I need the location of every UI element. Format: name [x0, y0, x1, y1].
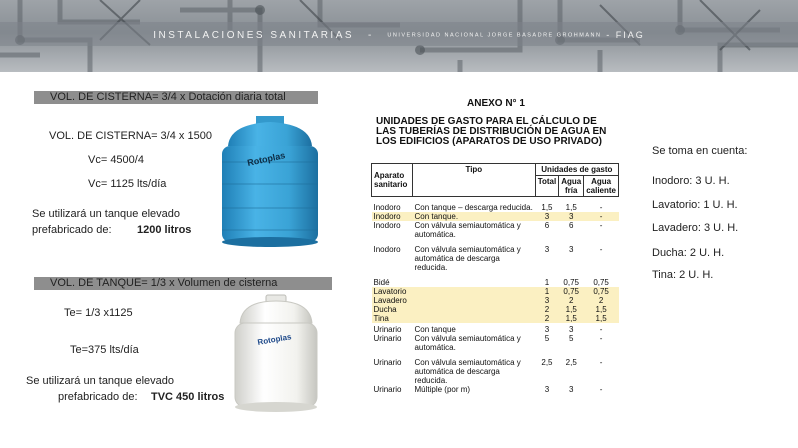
cell-tipo: [412, 296, 535, 305]
cell-tipo: [412, 305, 535, 314]
considerations-title: Se toma en cuenta:: [652, 145, 748, 157]
cell-total: 6: [544, 221, 550, 230]
blue-tank-brand: Rotoplas: [246, 150, 287, 168]
cell-tipo: Con válvula semiautomática y automática de descarga reducida.: [414, 358, 521, 385]
university-name: UNIVERSIDAD NACIONAL JORGE BASADRE GROHMANN: [387, 32, 602, 39]
cell-fria: 1,5: [565, 203, 577, 212]
cisterna-formula-bar: VOL. DE CISTERNA= 3/4 x Dotación diaria total: [34, 91, 318, 104]
course-title: INSTALACIONES SANITARIAS: [153, 30, 355, 41]
cell-caliente: -: [599, 245, 603, 254]
cell-caliente: -: [599, 221, 603, 230]
cell-aparato: Inodoro: [373, 203, 401, 212]
cell-aparato: Urinario: [373, 334, 402, 343]
cell-aparato: Urinario: [373, 358, 402, 367]
cell-aparato: Urinario: [373, 325, 402, 334]
col-total-header: Total: [535, 176, 559, 197]
header-banner: [0, 0, 798, 72]
cell-total: 1: [544, 278, 550, 287]
cell-fria: 3: [568, 325, 574, 334]
cell-fria: 2: [559, 296, 584, 305]
table-row: [372, 352, 619, 385]
col-agua-fria-header: Agua fría: [559, 176, 584, 197]
cell-total: 1,5: [541, 203, 553, 212]
anexo-subtitle: UNIDADES DE GASTO PARA EL CÁLCULO DE LAS TUBERÍAS DE DISTRIBUCIÓN DE AGUA EN LOS EDIFICIOS (APARATOS DE USO PRIVADO): [376, 116, 607, 147]
cell-caliente: 0,75: [593, 278, 609, 287]
consideration-tina: Tina: 2 U. H.: [652, 269, 714, 281]
table-body: [372, 197, 619, 395]
anexo-title: ANEXO N° 1: [467, 98, 525, 109]
cell-tipo: [412, 272, 535, 287]
cell-caliente: -: [599, 334, 603, 343]
cell-aparato: Lavatorio: [372, 287, 413, 296]
cell-tipo: Múltiple (por m): [414, 385, 471, 394]
cell-caliente: 1,5: [584, 305, 619, 314]
tanque-capacity: TVC 450 litros: [151, 391, 225, 403]
cell-aparato: Inodoro: [373, 245, 401, 254]
table-row: [372, 296, 619, 305]
cell-fria: 3: [559, 212, 584, 221]
cell-caliente: 1,5: [584, 314, 619, 323]
cell-caliente: -: [599, 358, 603, 367]
table-row: [372, 334, 619, 352]
table-row: [372, 221, 619, 239]
cisterna-calc-2: Vc= 4500/4: [88, 154, 144, 166]
white-water-tank-image: [230, 293, 322, 415]
cell-total: 2: [535, 314, 559, 323]
consideration-lavatorio: Lavatorio: 1 U. H.: [652, 199, 738, 211]
cell-tipo: Con válvula semiautomática y automática.: [414, 334, 521, 352]
cell-total: 3: [535, 212, 559, 221]
unidades-gasto-table-wrapper: [371, 163, 619, 398]
consideration-lavadero: Lavadero: 3 U. H.: [652, 222, 739, 234]
cell-fria: 5: [568, 334, 574, 343]
cell-caliente: 2: [584, 296, 619, 305]
consideration-inodoro: Inodoro: 3 U. H.: [652, 175, 730, 187]
cell-aparato: Inodoro: [372, 212, 413, 221]
cell-total: 3: [544, 325, 550, 334]
cell-fria: 2,5: [565, 358, 577, 367]
cisterna-note-line-1: Se utilizará un tanque elevado: [32, 208, 180, 220]
tanque-note-line-2: prefabricado de:: [58, 391, 138, 403]
blue-water-tank-image: [216, 112, 324, 250]
cell-fria: 0,75: [559, 287, 584, 296]
banner-title: [0, 30, 798, 41]
cell-aparato: Urinario: [373, 385, 402, 394]
table-row: [372, 197, 619, 213]
col-unidades-header: Unidades de gasto: [535, 164, 618, 176]
white-tank-brand: Rotoplas: [256, 332, 293, 347]
cell-total: 5: [544, 334, 550, 343]
cell-fria: 3: [568, 245, 574, 254]
title-separator: -: [368, 30, 374, 41]
table-row: [372, 239, 619, 272]
cell-fria: 3: [568, 385, 574, 394]
tanque-calc-1: Te= 1/3 x1125: [64, 307, 133, 319]
cisterna-calc-3: Vc= 1125 lts/día: [88, 178, 167, 190]
cell-tipo: Con válvula semiautomática y automática.: [414, 221, 521, 239]
cell-tipo: Con tanque: [414, 325, 456, 334]
cisterna-calc-1: VOL. DE CISTERNA= 3/4 x 1500: [49, 130, 212, 142]
table-row: [372, 314, 619, 323]
cell-total: 2: [535, 305, 559, 314]
cell-aparato: Tina: [372, 314, 413, 323]
cell-total: 3: [544, 385, 550, 394]
unidades-gasto-table: [371, 163, 619, 394]
cell-fria: 0,75: [563, 278, 579, 287]
cell-total: 1: [535, 287, 559, 296]
tanque-calc-2: Te=375 lts/día: [70, 344, 139, 356]
table-row: [372, 272, 619, 287]
tanque-note-line-1: Se utilizará un tanque elevado: [26, 375, 174, 387]
cell-fria: 6: [568, 221, 574, 230]
table-row: [372, 287, 619, 296]
cell-aparato: Bidé: [373, 278, 390, 287]
cisterna-tank-capacity: 1200 litros: [137, 224, 192, 236]
cell-aparato: Ducha: [372, 305, 413, 314]
cell-tipo: Con tanque.: [412, 212, 535, 221]
cell-fria: 1,5: [559, 314, 584, 323]
cell-caliente: -: [599, 203, 603, 212]
cell-total: 3: [535, 296, 559, 305]
col-aparato-header: Aparato sanitario: [372, 164, 413, 197]
cell-tipo: Con válvula semiautomática y automática de descarga reducida.: [414, 245, 521, 272]
table-row: [372, 385, 619, 394]
faculty-name: - FIAG: [606, 30, 645, 40]
cell-total: 3: [544, 245, 550, 254]
cell-aparato: Lavadero: [372, 296, 413, 305]
col-agua-caliente-header: Agua caliente: [584, 176, 619, 197]
table-row: [372, 323, 619, 334]
cell-tipo: [412, 314, 535, 323]
cell-total: 2,5: [541, 358, 553, 367]
table-row: [372, 305, 619, 314]
cell-tipo: Con tanque – descarga reducida.: [414, 203, 533, 212]
cell-caliente: -: [599, 385, 603, 394]
cell-caliente: -: [599, 325, 603, 334]
col-tipo-header: Tipo: [412, 164, 535, 197]
table-row: [372, 212, 619, 221]
consideration-ducha: Ducha: 2 U. H.: [652, 247, 725, 259]
cell-caliente: -: [584, 212, 619, 221]
cell-fria: 1,5: [559, 305, 584, 314]
cell-caliente: 0,75: [584, 287, 619, 296]
cell-aparato: Inodoro: [373, 221, 401, 230]
cisterna-note-line-2: prefabricado de:: [32, 224, 112, 236]
tanque-formula-bar: VOL. DE TANQUE= 1/3 x Volumen de cisterna: [34, 277, 332, 290]
cell-tipo: [412, 287, 535, 296]
